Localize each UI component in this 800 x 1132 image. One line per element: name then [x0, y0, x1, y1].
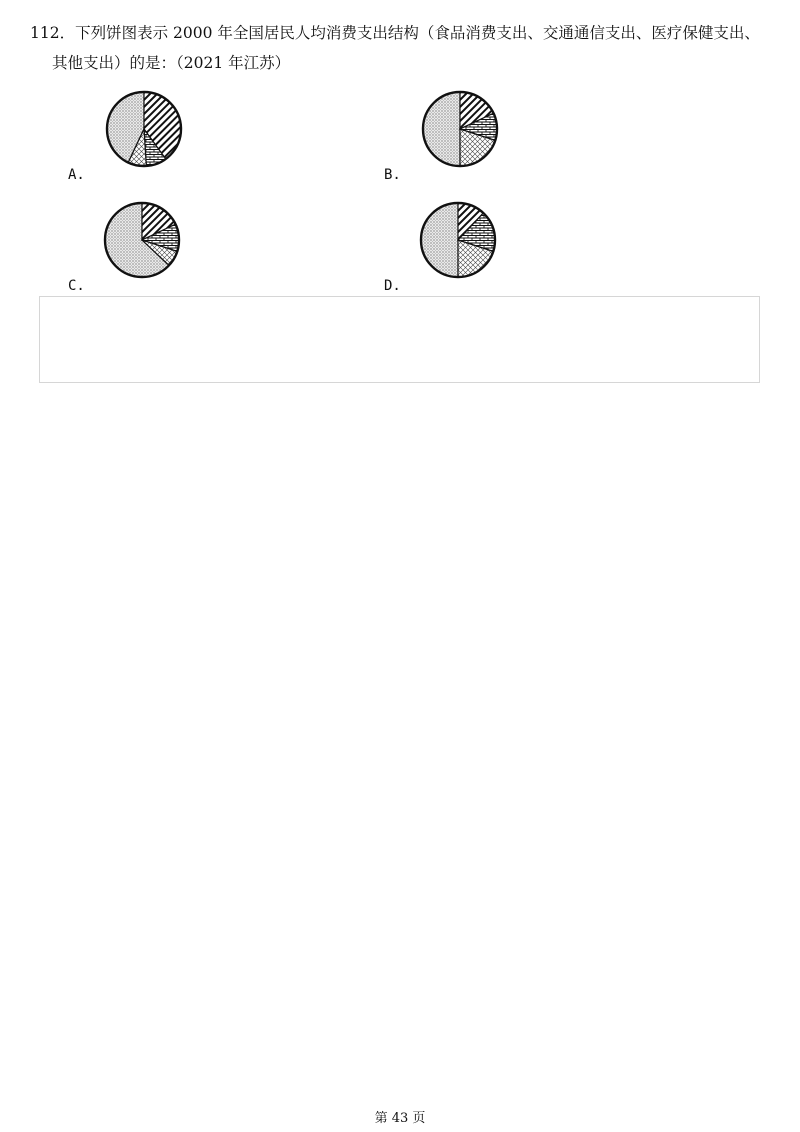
option-c-pie-chart [102, 200, 182, 280]
question [30, 18, 775, 78]
option-a-label: A. [68, 167, 85, 183]
question-text-1: 下列饼图表示 2000 年全国居民人均消费支出结构（食品消费支出、交通通信支出、医疗保健支出、 [75, 24, 760, 42]
answer-box[interactable] [39, 296, 760, 383]
option-d-slice-1 [421, 203, 458, 277]
option-b-label: B. [384, 167, 401, 183]
question-number: 112． [30, 24, 76, 42]
option-b-pie-chart [420, 89, 500, 169]
question-text-2: 其他支出）的是：（2021 年江苏） [52, 54, 291, 72]
page-number: 第 43 页 [374, 1111, 426, 1126]
option-d-label: D. [384, 278, 401, 294]
option-d-pie-chart [418, 200, 498, 280]
option-b-slice-1 [423, 92, 460, 166]
option-c-label: C. [68, 278, 85, 294]
question-line-1 [30, 18, 775, 48]
option-a-pie-chart [104, 89, 184, 169]
